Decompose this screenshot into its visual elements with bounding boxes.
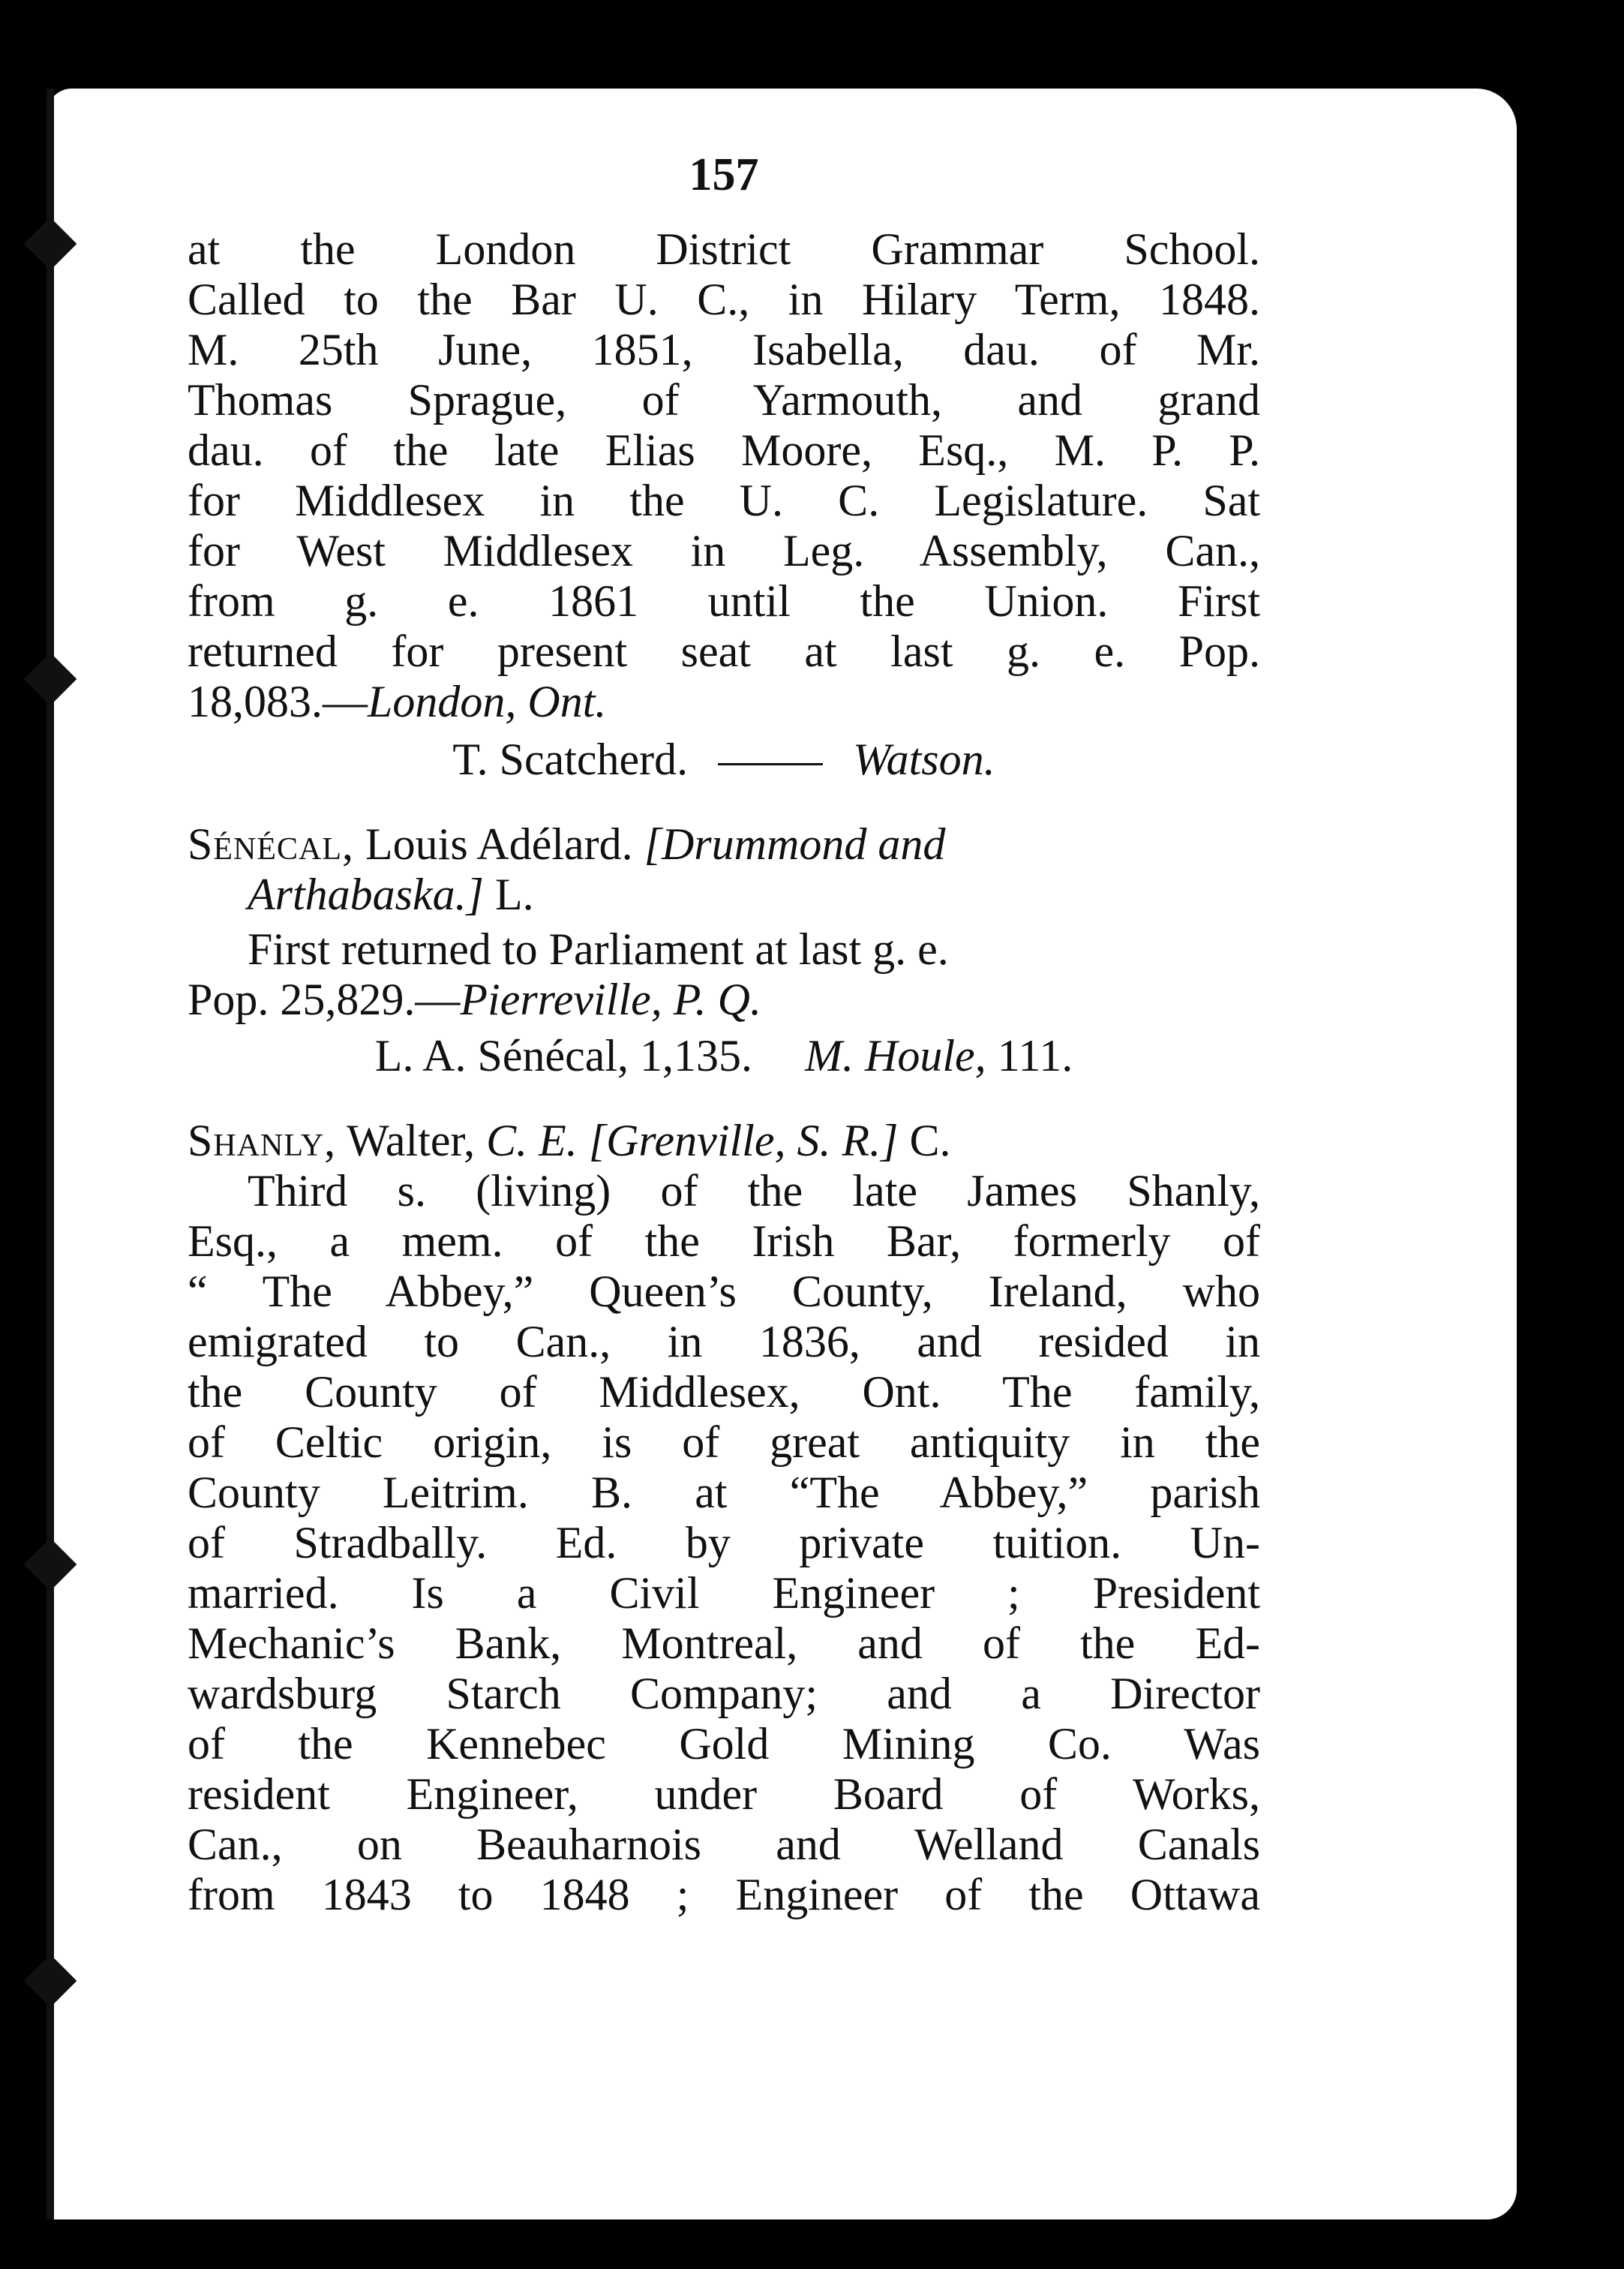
text-line: the County of Middlesex, Ont. The family, <box>188 1367 1260 1417</box>
result-loser-votes: 111. <box>986 1031 1073 1080</box>
entry-surname: Sénécal, <box>188 819 355 869</box>
population-text: Pop. 25,829.— <box>188 975 461 1024</box>
entry-heading <box>188 819 1260 870</box>
population-text: 18,083.— <box>188 677 368 726</box>
text-line: Thomas Sprague, of Yarmouth, and grand <box>188 375 1260 425</box>
entry-heading-continued <box>188 870 1260 920</box>
text-line: Mechanic’s Bank, Montreal, and of the Ed- <box>188 1618 1260 1668</box>
text-line: returned for present seat at last g. e. Pop. <box>188 627 1260 676</box>
text-line <box>188 975 1260 1025</box>
text-line: M. 25th June, 1851, Isabella, dau. of Mr. <box>188 325 1260 374</box>
text-line: Esq., a mem. of the Irish Bar, formerly of <box>188 1216 1260 1266</box>
entry-given-names: Walter, <box>336 1116 487 1165</box>
entry-given-names: Louis Adélard. <box>354 819 644 869</box>
text-line: County Leitrim. B. at “The Abbey,” parish <box>188 1468 1260 1517</box>
text-line: Third s. (living) of the late James Shanly, <box>248 1166 1260 1216</box>
entry-party: C. <box>898 1116 951 1165</box>
entry-body <box>188 224 1260 677</box>
text-line: of Celtic origin, is of great antiquity in the <box>188 1417 1260 1467</box>
result-loser: M. Houle, <box>805 1031 986 1080</box>
election-result <box>188 735 1260 785</box>
residence-text: London, Ont. <box>368 677 607 726</box>
entry-constituency: [Drummond and <box>644 819 946 869</box>
result-loser: Watson. <box>853 735 995 784</box>
result-winner: L. A. Sénécal, 1,135. <box>374 1031 753 1080</box>
text-line: dau. of the late Elias Moore, Esq., M. P. P. <box>188 425 1260 475</box>
page-spine-edge <box>47 89 54 2219</box>
entry-surname: Shanly, <box>188 1116 337 1165</box>
text-line: from 1843 to 1848 ; Engineer of the Ottawa <box>188 1870 1260 1919</box>
entry-heading <box>188 1116 1260 1166</box>
text-line: Called to the Bar U. C., in Hilary Term, 1848. <box>188 275 1260 324</box>
page-text <box>188 135 1260 1920</box>
dash-separator <box>718 763 823 765</box>
election-result <box>188 1031 1260 1081</box>
entry-body <box>188 1166 1260 1920</box>
entry-shanly <box>188 1116 1260 1920</box>
text-line: First returned to Parliament at last g. e. <box>248 924 949 974</box>
text-line <box>188 677 1260 727</box>
entry-title: C. E. <box>486 1116 578 1165</box>
text-line: married. Is a Civil Engineer ; President <box>188 1568 1260 1618</box>
spacer <box>188 1081 1260 1116</box>
text-line: of Stradbally. Ed. by private tuition. Un- <box>188 1518 1260 1567</box>
entry-party: L. <box>484 870 534 919</box>
text-line: resident Engineer, under Board of Works, <box>188 1769 1260 1819</box>
entry-senecal <box>188 819 1260 1081</box>
text-line: “ The Abbey,” Queen’s County, Ireland, who <box>188 1267 1260 1316</box>
text-line: emigrated to Can., in 1836, and resided in <box>188 1317 1260 1366</box>
text-line: Can., on Beauharnois and Welland Canals <box>188 1820 1260 1869</box>
entry-constituency: Arthabaska.] <box>248 870 484 919</box>
residence-text: Pierreville, P. Q. <box>460 975 761 1024</box>
text-line: from g. e. 1861 until the Union. First <box>188 576 1260 626</box>
text-line: for Middlesex in the U. C. Legislature. Sat <box>188 476 1260 525</box>
result-winner: T. Scatcherd. <box>452 735 689 784</box>
spacer <box>188 785 1260 819</box>
entry-scatcherd <box>188 224 1260 785</box>
text-line: at the London District Grammar School. <box>188 224 1260 274</box>
text-line: for West Middlesex in Leg. Assembly, Can., <box>188 526 1260 576</box>
page-number: 157 <box>689 149 759 200</box>
entry-constituency: [Grenville, S. R.] <box>577 1116 899 1165</box>
text-line: of the Kennebec Gold Mining Co. Was <box>188 1719 1260 1769</box>
text-line: wardsburg Starch Company; and a Director <box>188 1669 1260 1718</box>
